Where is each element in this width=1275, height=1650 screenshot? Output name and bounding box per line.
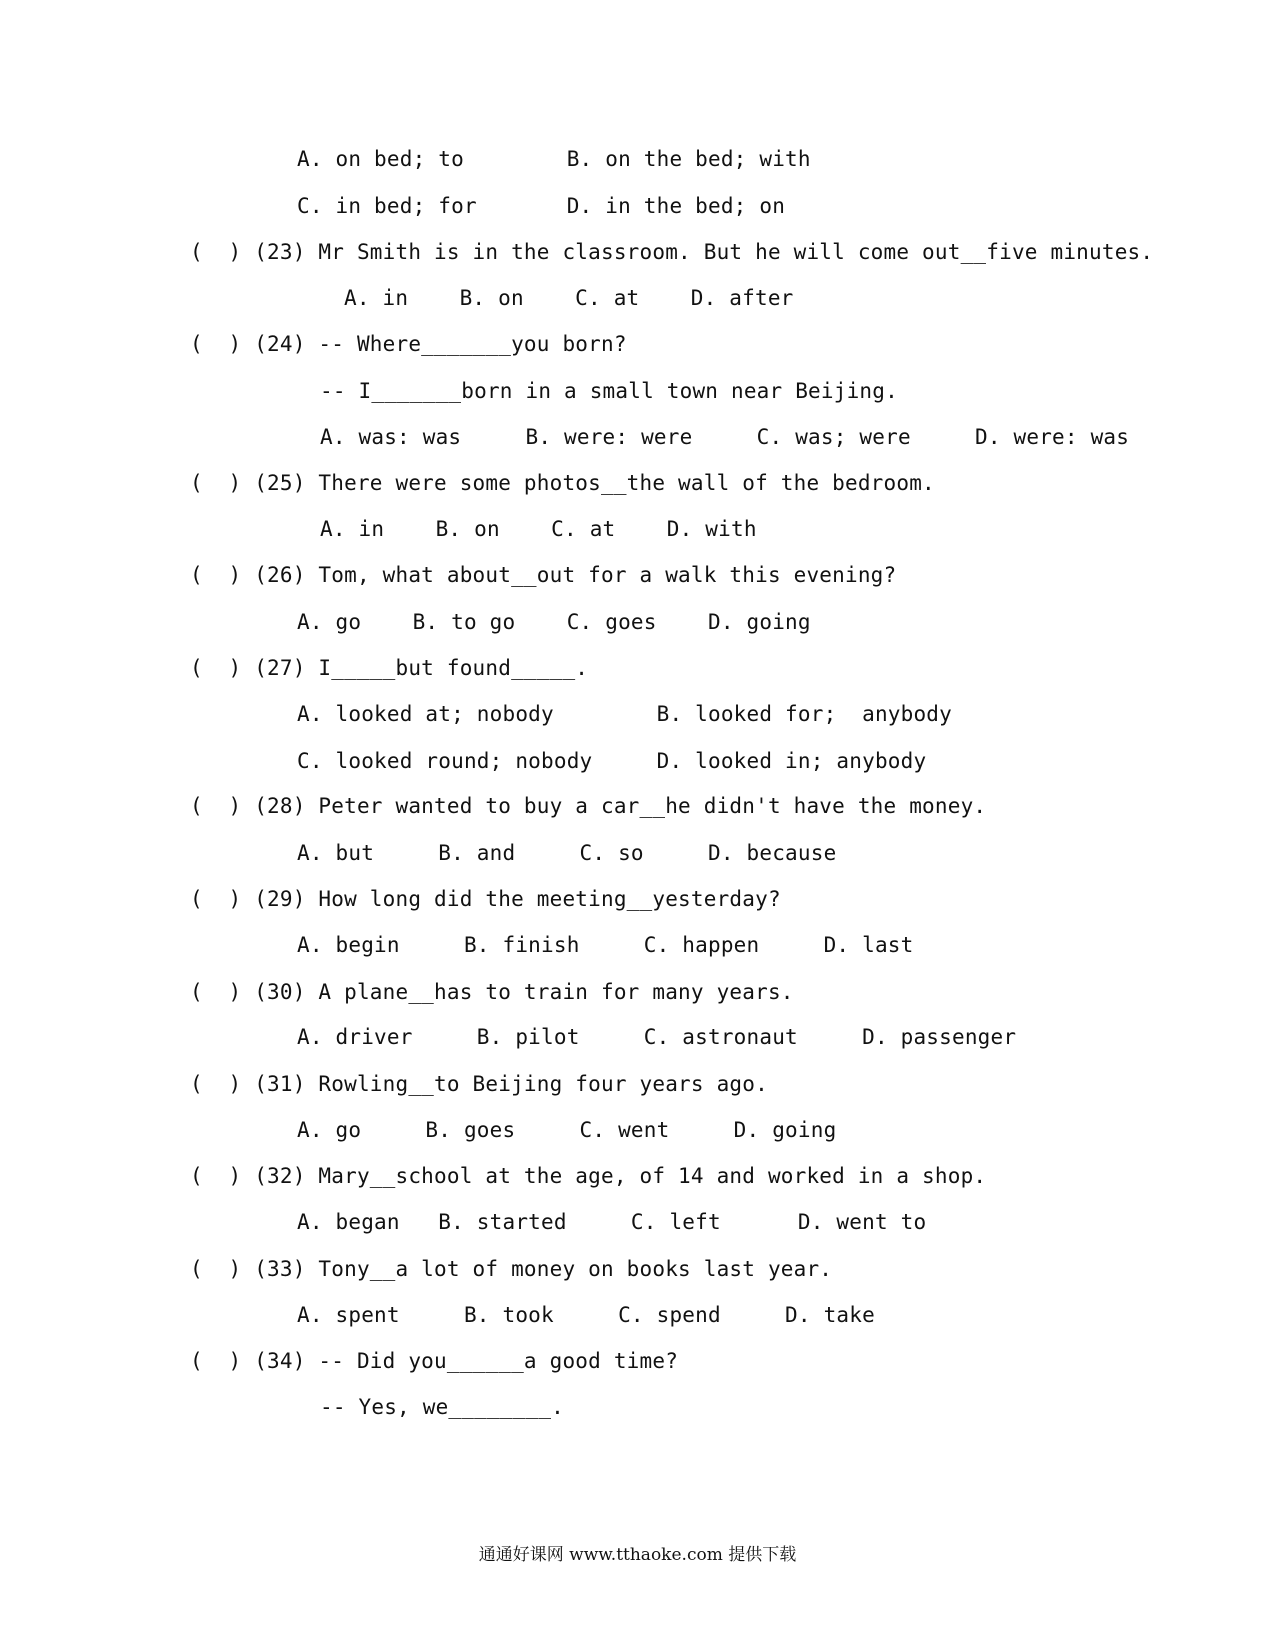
question-30: ( ) (30) A plane__has to train for many years. [190,980,794,1004]
option-line: C. looked round; nobody D. looked in; anybody [297,749,927,773]
question-31: ( ) (31) Rowling__to Beijing four years ago. [190,1072,768,1096]
option-line: A. in B. on C. at D. with [320,517,757,541]
question-23: ( ) (23) Mr Smith is in the classroom. But he will come out__five minutes. [190,240,1154,264]
option-line: A. go B. goes C. went D. going [297,1118,837,1142]
question-line: -- Yes, we________. [320,1395,565,1419]
option-line: C. in bed; for D. in the bed; on [297,194,786,218]
question-34: ( ) (34) -- Did you______a good time? [190,1349,679,1373]
option-line: A. began B. started C. left D. went to [297,1210,927,1234]
option-line: A. was: was B. were: were C. was; were D. were: was [320,425,1130,449]
question-33: ( ) (33) Tony__a lot of money on books last year. [190,1257,833,1281]
question-29: ( ) (29) How long did the meeting__yesterday? [190,887,781,911]
question-32: ( ) (32) Mary__school at the age, of 14 and worked in a shop. [190,1164,987,1188]
option-line: A. begin B. finish C. happen D. last [297,933,914,957]
question-line: -- I_______born in a small town near Beijing. [320,379,898,403]
question-24: ( ) (24) -- Where_______you born? [190,332,627,356]
question-26: ( ) (26) Tom, what about__out for a walk this evening? [190,563,897,587]
question-27: ( ) (27) I_____but found_____. [190,656,589,680]
option-line: A. looked at; nobody B. looked for; anybody [297,702,952,726]
option-line: A. but B. and C. so D. because [297,841,837,865]
option-line: A. spent B. took C. spend D. take [297,1303,875,1327]
option-line: A. go B. to go C. goes D. going [297,610,811,634]
option-line: A. driver B. pilot C. astronaut D. passenger [297,1025,1017,1049]
question-25: ( ) (25) There were some photos__the wall of the bedroom. [190,471,935,495]
option-line: A. in B. on C. at D. after [344,286,794,310]
question-28: ( ) (28) Peter wanted to buy a car__he didn't have the money. [190,794,987,818]
page-footer: 通通好课网 www.tthaoke.com 提供下载 [478,1545,797,1565]
option-line: A. on bed; to B. on the bed; with [297,147,811,171]
